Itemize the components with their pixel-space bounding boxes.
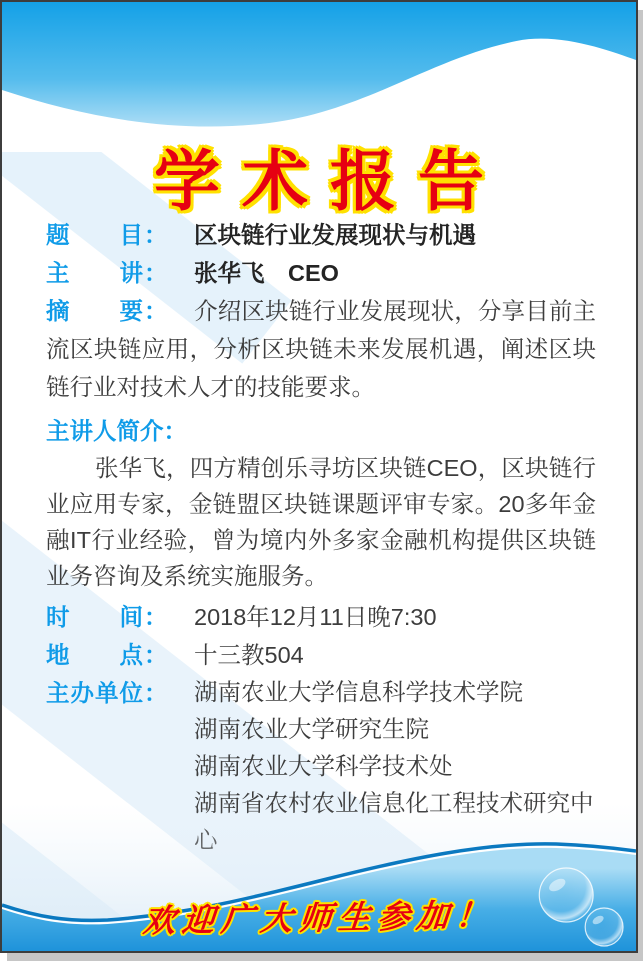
organizer-item: 湖南农业大学研究生院 <box>194 716 429 742</box>
organizer-item: 湖南农业大学科学技术处 <box>194 753 453 779</box>
speaker-value: 张华飞 CEO <box>194 260 339 286</box>
venue-label: 地 点： <box>46 642 169 668</box>
venue-row <box>2 636 636 674</box>
bio-heading: 主讲人简介： <box>46 418 187 444</box>
abstract-label: 摘 要： <box>46 298 169 324</box>
abstract-paragraph <box>2 292 636 406</box>
welcome-text: 欢迎广大师生参加！ <box>141 896 497 940</box>
time-label: 时 间： <box>46 604 169 630</box>
organizer-label: 主办单位： <box>46 680 169 706</box>
poster-canvas <box>2 2 636 951</box>
abstract-value: 介绍区块链行业发展现状，分享目前主流区块链应用，分析区块链未来发展机遇，阐述区块链行业对技术人才的技能要求。 <box>46 298 596 400</box>
topic-value: 区块链行业发展现状与机遇 <box>194 222 476 248</box>
time-value: 2018年12月11日晚7:30 <box>194 604 437 630</box>
header-wave-graphic <box>2 2 636 152</box>
topic-row <box>2 216 636 254</box>
topic-label: 题 目： <box>46 222 169 248</box>
speaker-row <box>2 254 636 292</box>
poster-content <box>2 216 636 859</box>
venue-value: 十三教504 <box>194 642 304 668</box>
organizer-item: 湖南农业大学信息科学技术学院 <box>194 679 523 705</box>
speaker-label: 主 讲： <box>46 260 169 286</box>
time-row <box>2 598 636 636</box>
poster-title: 学术报告 <box>154 144 506 219</box>
bio-paragraph: 张华飞，四方精创乐寻坊区块链CEO，区块链行业应用专家，金链盟区块链课题评审专家。20多年金融IT行业经验，曾为境内外多家金融机构提供区块链业务咨询及系统实施服务。 <box>46 455 596 589</box>
